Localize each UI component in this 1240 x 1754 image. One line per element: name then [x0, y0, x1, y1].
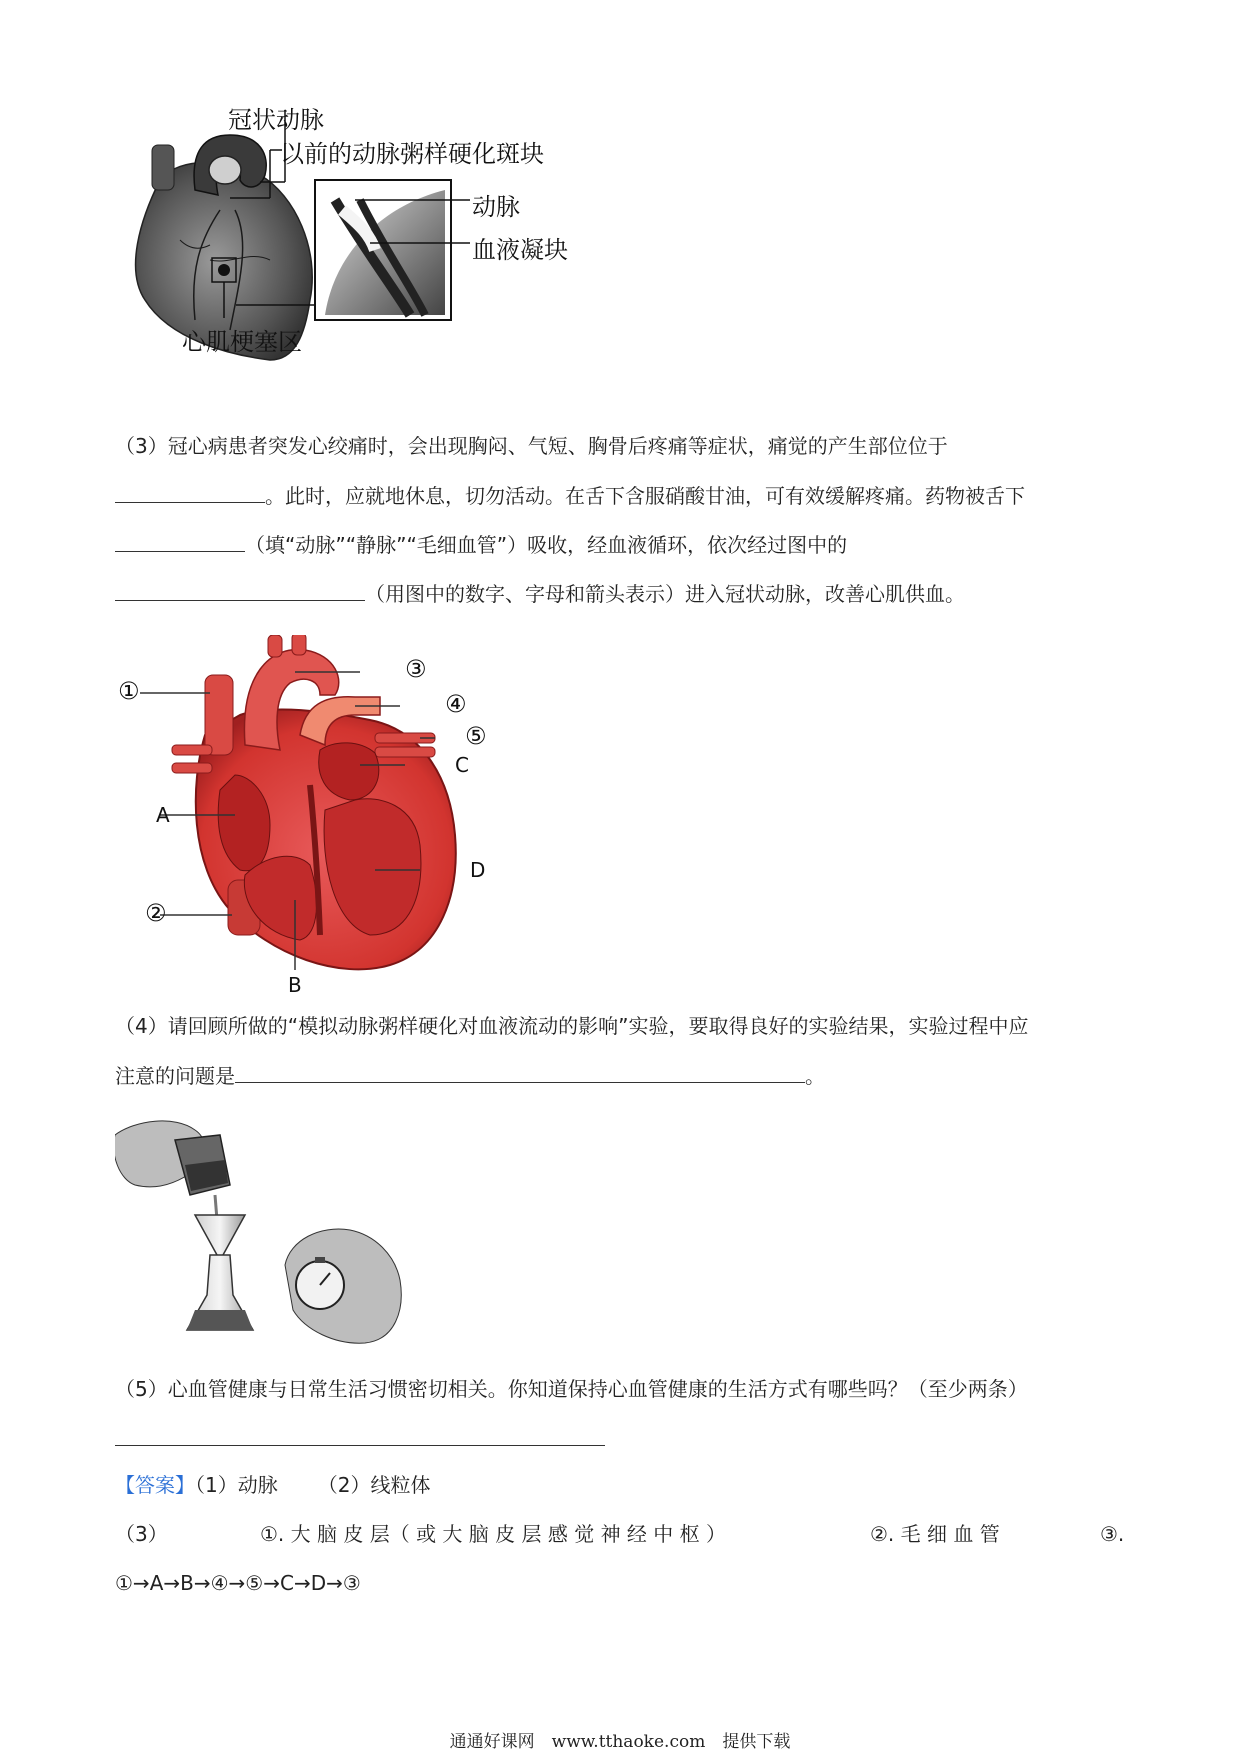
label-2: ②	[145, 899, 167, 927]
q4-line-2-prefix: 注意的问题是	[115, 1064, 235, 1088]
q3-blank-1[interactable]	[115, 482, 265, 503]
label-1: ①	[118, 677, 140, 705]
q5-line-1: （5）心血管健康与日常生活习惯密切相关。你知道保持心血管健康的生活方式有哪些吗？（至少两条）	[115, 1377, 1028, 1401]
label-D: D	[470, 858, 486, 882]
answer-tag: 【答案】	[115, 1473, 195, 1497]
answer-3-part-2: ②. 毛 细 血 管	[870, 1522, 1000, 1546]
label-atherosclerotic-plaque: 以前的动脉粥样硬化斑块	[280, 140, 544, 168]
answer-3-num: （3）	[115, 1522, 168, 1546]
label-A: A	[156, 803, 170, 827]
label-artery: 动脉	[472, 193, 520, 221]
experiment-illustration	[115, 1115, 405, 1345]
q3-line-4	[115, 580, 965, 608]
label-C: C	[455, 753, 469, 777]
page-footer: 通通好课网 www.tthaoke.com 提供下载	[449, 1732, 791, 1752]
q3-line-1: （3）冠心病患者突发心绞痛时，会出现胸闷、气短、胸骨后疼痛等症状，痛觉的产生部位位于	[115, 434, 948, 458]
label-5: ⑤	[465, 722, 487, 750]
label-infarct-area: 心肌梗塞区	[182, 328, 302, 356]
q4-line-1: （4）请回顾所做的“模拟动脉粥样硬化对血液流动的影响”实验，要取得良好的实验结果，实验过程中应	[115, 1014, 1029, 1038]
answer-3-path: ①→A→B→④→⑤→C→D→③	[115, 1571, 361, 1595]
q3-line-2-text: 。此时，应就地休息，切勿活动。在舌下含服硝酸甘油，可有效缓解疼痛。药物被舌下	[265, 484, 1025, 508]
answer-1: （1）动脉	[195, 1473, 278, 1497]
q4-line-2	[115, 1062, 825, 1090]
answer-2: （2）线粒体	[317, 1473, 431, 1497]
label-3: ③	[405, 655, 427, 683]
figure-heart-section	[120, 635, 500, 1005]
q3-line-3	[115, 531, 847, 559]
q3-line-3-text: （填“动脉”“静脉”“毛细血管”）吸收，经血液循环，依次经过图中的	[245, 533, 848, 557]
q4-line-2-suffix: 。	[805, 1064, 825, 1088]
label-4: ④	[445, 690, 467, 718]
q5-blank[interactable]	[115, 1445, 605, 1446]
answer-3-part-1: ①. 大 脑 皮 层（ 或 大 脑 皮 层 感 觉 神 经 中 枢 ）	[260, 1522, 727, 1546]
heart-section-illustration	[120, 635, 500, 1005]
figure-coronary-heart	[120, 100, 660, 400]
label-coronary-artery: 冠状动脉	[228, 106, 324, 134]
q3-blank-3[interactable]	[115, 580, 365, 601]
q3-line-4-text: （用图中的数字、字母和箭头表示）进入冠状动脉，改善心肌供血。	[365, 582, 965, 606]
q3-line-2	[115, 482, 1025, 510]
figure-experiment	[115, 1115, 405, 1345]
answer-3-part-3: ③.	[1100, 1522, 1125, 1546]
label-blood-clot: 血液凝块	[472, 236, 568, 264]
answer-line-1	[115, 1471, 430, 1499]
label-B: B	[288, 973, 302, 997]
q4-blank[interactable]	[235, 1062, 805, 1083]
q3-blank-2[interactable]	[115, 531, 245, 552]
